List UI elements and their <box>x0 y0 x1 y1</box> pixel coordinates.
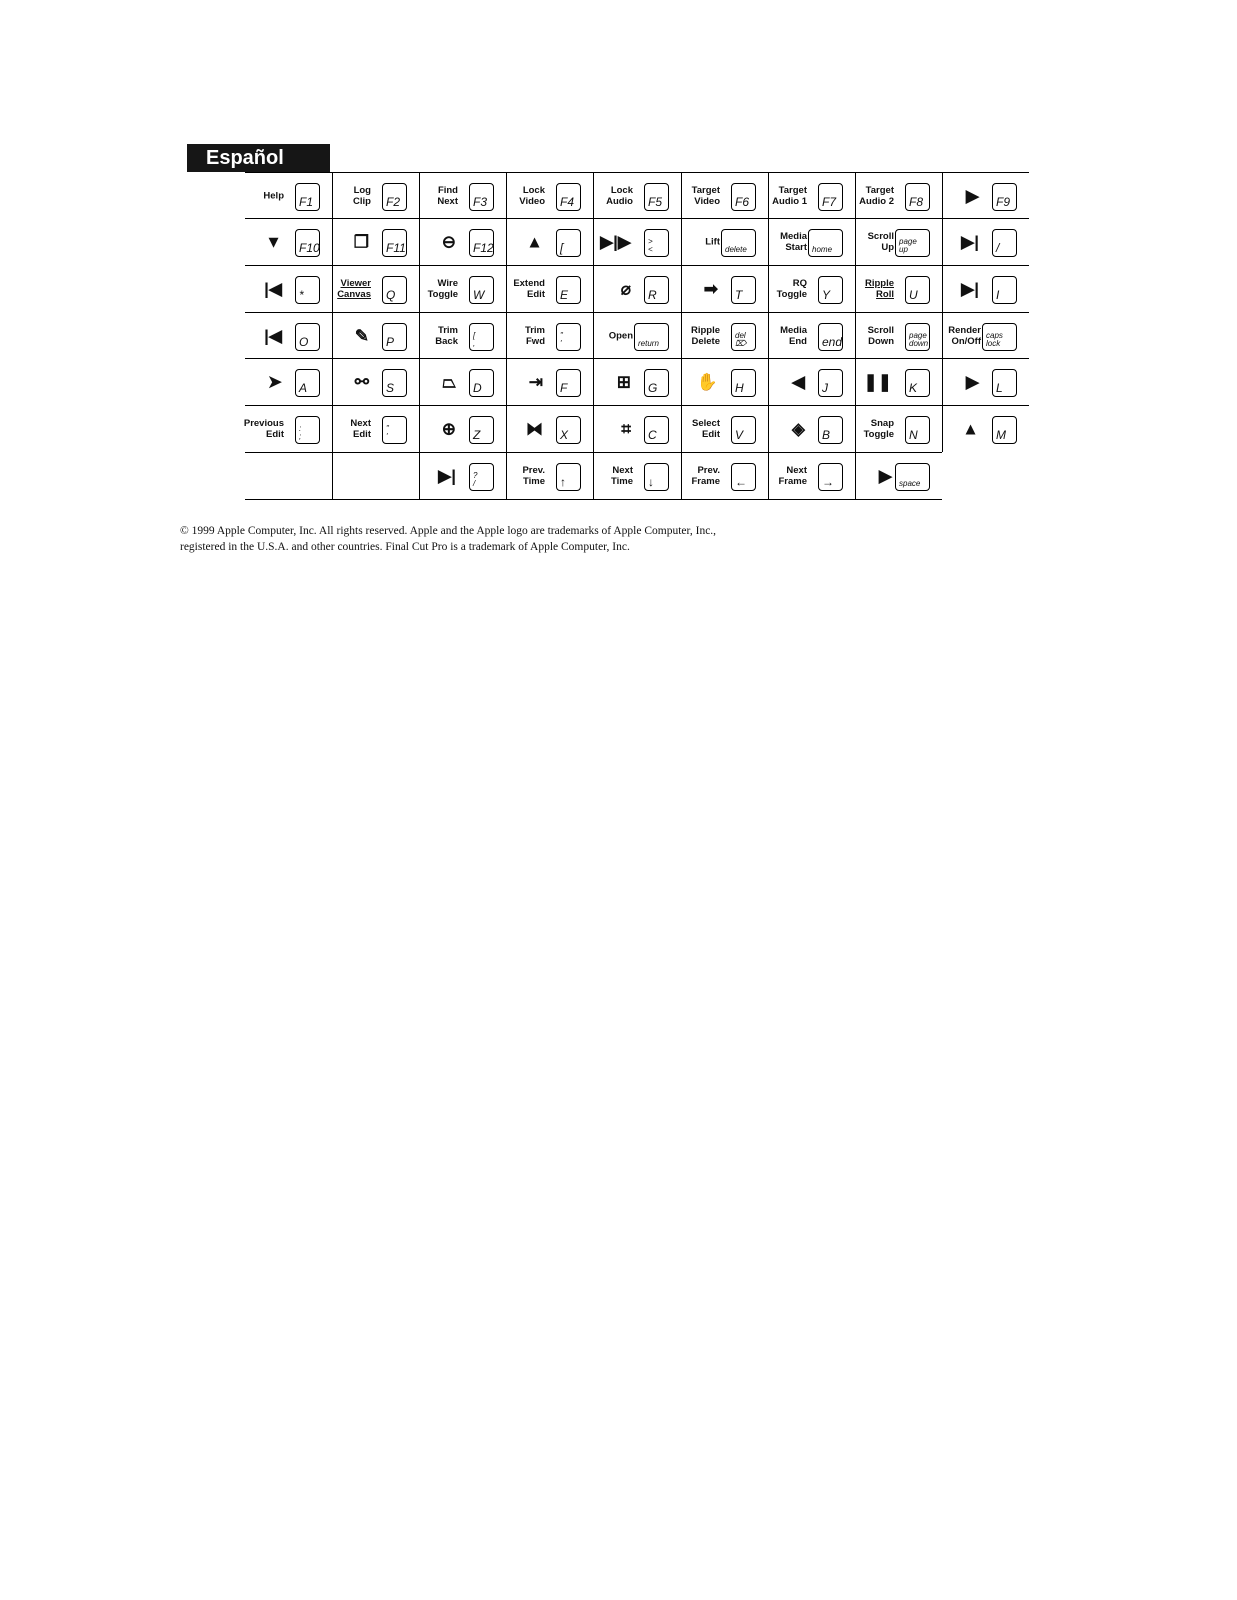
shortcut-cell <box>593 266 681 312</box>
shortcut-cell <box>506 453 593 499</box>
keycap <box>731 463 756 491</box>
keycap <box>469 229 494 257</box>
keycap <box>634 323 669 351</box>
keycap <box>731 416 756 444</box>
shortcut-cell <box>768 313 855 359</box>
keycap-label: ? / <box>473 471 478 488</box>
overwrite-icon: ❐ <box>353 232 369 252</box>
shortcut-row <box>245 265 1029 312</box>
keycap <box>992 416 1017 444</box>
shortcut-cell <box>855 359 942 405</box>
shortcut-cell <box>332 266 419 312</box>
shortcut-label: Next Edit <box>350 418 371 440</box>
keycap <box>731 369 756 397</box>
keycap-label: M <box>996 428 1006 442</box>
keycap-label: O <box>299 335 309 349</box>
shortcut-row <box>245 172 1029 219</box>
keycap-label: S <box>386 381 395 395</box>
keycap <box>556 416 581 444</box>
shortcut-cell <box>419 359 506 405</box>
shortcut-cell <box>506 173 593 219</box>
keycap <box>818 416 843 444</box>
link-icon: ⚯ <box>354 372 369 392</box>
keycap <box>818 276 843 304</box>
keycap-label: T <box>735 288 743 302</box>
keycap <box>992 276 1017 304</box>
shortcut-cell <box>855 406 942 452</box>
keycap <box>731 323 756 351</box>
shortcut-cell <box>855 173 942 219</box>
keycap <box>556 276 581 304</box>
keycap-label: E <box>560 288 569 302</box>
extend-icon: ▶|▶ <box>600 232 631 252</box>
go-to-end-icon: ▶| <box>438 466 456 486</box>
keycap <box>721 229 756 257</box>
keycap-label: L <box>996 381 1003 395</box>
shortcut-cell <box>681 219 768 265</box>
shortcut-label: Find Next <box>437 185 458 207</box>
shortcut-label: Lock Video <box>519 185 545 207</box>
shortcut-cell <box>332 173 419 219</box>
shortcut-label: Media End <box>780 325 807 347</box>
add-edit-icon: ⧓ <box>526 419 543 439</box>
replace-icon: ⊖ <box>441 232 456 252</box>
keycap-label: ↓ <box>648 475 654 489</box>
keycap-label: K <box>909 381 918 395</box>
keycap <box>382 229 407 257</box>
shortcut-cell <box>768 359 855 405</box>
shortcut-label: Previous Edit <box>243 418 284 440</box>
shortcut-label: Viewer Canvas <box>337 278 371 300</box>
mark-out-icon: |◀ <box>264 326 282 346</box>
shortcut-cell <box>593 359 681 405</box>
shortcut-cell <box>245 359 332 405</box>
shortcut-cell <box>332 313 419 359</box>
shortcut-label: Target Video <box>691 185 720 207</box>
keycap <box>731 276 756 304</box>
shortcut-label: Prev. Time <box>522 465 545 487</box>
keycap-label: I <box>996 288 1000 302</box>
keycap-label: F11 <box>386 241 406 255</box>
keycap-label: [ , <box>473 331 476 348</box>
shortcut-cell <box>942 173 1029 219</box>
go-to-next-edit-icon: ▶| <box>961 232 979 252</box>
keycap-label: F10 <box>299 241 320 255</box>
shortcut-label: Media Start <box>780 231 807 253</box>
mark-clip-icon: ▶ <box>965 186 979 206</box>
shortcut-cell <box>593 313 681 359</box>
keycap-label: A <box>299 381 308 395</box>
shortcut-cell <box>768 266 855 312</box>
insert-icon: ▼ <box>265 232 282 252</box>
keycap-label: F1 <box>299 195 314 209</box>
shortcut-label: Extend Edit <box>513 278 545 300</box>
play-icon: ▶ <box>878 466 892 486</box>
keycap <box>992 183 1017 211</box>
shortcut-label: Trim Back <box>435 325 458 347</box>
shortcut-cell <box>593 406 681 452</box>
shortcut-label: Target Audio 2 <box>859 185 894 207</box>
play-forward-icon: ▶ <box>965 372 979 392</box>
keycap <box>469 276 494 304</box>
shortcut-cell <box>681 266 768 312</box>
shortcut-label: Render On/Off <box>948 325 981 347</box>
keycap-label: F8 <box>909 195 924 209</box>
go-to-in-icon: |◀ <box>264 279 282 299</box>
keycap <box>295 276 320 304</box>
keycap-label: X <box>560 428 569 442</box>
keycap-label: caps lock <box>986 331 1003 348</box>
keycap-label: F <box>560 381 568 395</box>
shortcut-row <box>245 405 1029 452</box>
shortcut-cell <box>855 453 942 499</box>
keycap-label: V <box>735 428 744 442</box>
shortcut-cell <box>681 453 768 499</box>
keycap <box>295 416 320 444</box>
keycap <box>644 183 669 211</box>
mark-in-icon: ▶| <box>961 279 979 299</box>
keycap <box>556 229 581 257</box>
keycap-label: Y <box>822 288 831 302</box>
keycap <box>295 229 320 257</box>
shortcut-cell <box>332 359 419 405</box>
keycap-label: F9 <box>996 195 1011 209</box>
shortcut-cell <box>245 406 332 452</box>
keycap-label: delete <box>725 245 747 254</box>
language-tab: Español <box>187 144 330 172</box>
shortcut-label: Lock Audio <box>606 185 633 207</box>
shortcut-label: Next Frame <box>778 465 807 487</box>
keycap <box>382 369 407 397</box>
keycap <box>731 183 756 211</box>
keycap-label: H <box>735 381 744 395</box>
keycap <box>556 463 581 491</box>
keycap <box>895 229 930 257</box>
keycap <box>556 183 581 211</box>
shortcut-cell <box>419 406 506 452</box>
keycap <box>469 323 494 351</box>
copyright-line-2: registered in the U.S.A. and other countries. Final Cut Pro is a trademark of Apple Computer, Inc. <box>180 541 630 553</box>
keycap-label: F5 <box>648 195 663 209</box>
keycap <box>818 183 843 211</box>
shortcut-label: Trim Fwd <box>524 325 545 347</box>
shortcut-label: RQ Toggle <box>776 278 807 300</box>
keycap <box>469 369 494 397</box>
shortcut-cell <box>681 406 768 452</box>
keycap <box>556 323 581 351</box>
shortcut-cell <box>245 219 332 265</box>
shortcut-row <box>245 218 1029 265</box>
shortcut-label: Ripple Roll <box>864 278 894 300</box>
shortcut-cell <box>855 266 942 312</box>
keycap-label: page down <box>909 331 929 348</box>
keycap <box>295 183 320 211</box>
distort-icon: ⏢ <box>442 372 456 392</box>
keycap-label: " ' <box>560 331 563 348</box>
keycap-label: F6 <box>735 195 750 209</box>
shortcut-cell <box>245 266 332 312</box>
play-reverse-icon: ◀ <box>791 372 805 392</box>
shortcut-cell <box>593 453 681 499</box>
shortcut-cell <box>681 173 768 219</box>
keycap-label: ← <box>735 475 747 489</box>
keycap-label: C <box>648 428 657 442</box>
keycap-label: * <box>299 288 304 302</box>
shortcut-cell <box>245 313 332 359</box>
keycap-label: [ <box>560 241 564 255</box>
copyright-line-1: © 1999 Apple Computer, Inc. All rights reserved. Apple and the Apple logo are trademarks of Apple Computer, Inc., <box>180 525 717 537</box>
keycap <box>556 369 581 397</box>
keycap <box>382 276 407 304</box>
shortcut-label: Wire Toggle <box>427 278 458 300</box>
keycap <box>982 323 1017 351</box>
keycap-label: R <box>648 288 657 302</box>
shortcut-cell <box>942 359 1029 405</box>
keycap-label: : ; <box>299 424 302 441</box>
shortcut-label: Lift <box>705 236 720 248</box>
shortcut-label: Target Audio 1 <box>772 185 807 207</box>
keycap <box>644 463 669 491</box>
keycap <box>895 463 930 491</box>
shortcut-cell <box>942 406 1029 452</box>
keycap <box>818 369 843 397</box>
shortcut-label: Scroll Up <box>867 231 894 253</box>
shortcut-cell <box>506 406 593 452</box>
lock-track-icon: ▲ <box>526 232 543 252</box>
keycap-label: G <box>648 381 658 395</box>
shortcut-cell <box>245 173 332 219</box>
pause-icon: ❚❚ <box>863 372 892 392</box>
select-track-forward-icon: ➡ <box>703 279 718 299</box>
keycap <box>644 276 669 304</box>
arrow-selection-icon: ➤ <box>267 372 282 392</box>
keycap <box>905 276 930 304</box>
shortcut-label: Prev. Frame <box>691 465 720 487</box>
keycap <box>469 416 494 444</box>
shortcut-label: Select Edit <box>692 418 720 440</box>
shortcut-cell <box>768 406 855 452</box>
shortcut-cell <box>681 313 768 359</box>
keycap <box>808 229 843 257</box>
shortcut-label: Ripple Delete <box>690 325 720 347</box>
keycap <box>382 416 407 444</box>
keycap-label: page up <box>899 237 917 254</box>
keycap-label: Q <box>386 288 396 302</box>
keycap <box>382 183 407 211</box>
shortcut-label: Next Time <box>610 465 633 487</box>
marker-icon: ▲ <box>962 419 979 439</box>
shortcut-label: Help <box>263 190 284 202</box>
shortcut-label: Snap Toggle <box>863 418 894 440</box>
shortcut-cell <box>593 219 681 265</box>
shortcut-row <box>245 312 1029 359</box>
copyright-footer <box>180 523 880 555</box>
shortcut-cell <box>332 406 419 452</box>
keycap <box>295 323 320 351</box>
keycap <box>295 369 320 397</box>
shortcut-cell <box>332 219 419 265</box>
shortcut-cell <box>855 219 942 265</box>
keycap-label: / <box>996 241 1000 255</box>
keycap <box>644 369 669 397</box>
keycap-label: B <box>822 428 831 442</box>
shortcut-cell <box>506 219 593 265</box>
match-frame-icon: ⇥ <box>528 372 543 392</box>
keycap <box>469 183 494 211</box>
keycap-label: F2 <box>386 195 401 209</box>
shortcut-cell <box>768 219 855 265</box>
shortcut-cell <box>419 219 506 265</box>
shortcut-cell <box>332 453 419 499</box>
keycap-label: Z <box>473 428 481 442</box>
keycap-label: → <box>822 475 834 489</box>
keycap-label: space <box>899 479 921 488</box>
keycap <box>992 229 1017 257</box>
blade-icon: ◈ <box>791 419 805 439</box>
keycap <box>644 416 669 444</box>
keycap-label: U <box>909 288 918 302</box>
group-select-icon: ⊞ <box>616 372 631 392</box>
shortcut-cell <box>419 453 506 499</box>
shortcut-label: Open <box>608 330 633 342</box>
crop-icon: ⌗ <box>621 419 631 439</box>
keycap-label: F12 <box>473 241 494 255</box>
keycap <box>469 463 494 491</box>
shortcut-cell <box>506 313 593 359</box>
shortcut-cell <box>506 266 593 312</box>
zoom-icon: ⊕ <box>441 419 456 439</box>
keycap-label: " ' <box>386 424 389 441</box>
keycap <box>382 323 407 351</box>
shortcut-row <box>245 452 942 500</box>
shortcut-cell <box>245 453 332 499</box>
keycap-label: home <box>812 245 833 254</box>
shortcut-cell <box>506 359 593 405</box>
shortcut-cell <box>768 173 855 219</box>
shortcut-cell <box>855 313 942 359</box>
shortcut-label: Scroll Down <box>867 325 894 347</box>
keycap-label: F4 <box>560 195 575 209</box>
keycap-label: ↑ <box>560 475 566 489</box>
shortcut-cell <box>942 266 1029 312</box>
keycap <box>905 416 930 444</box>
keycap <box>905 323 930 351</box>
shortcut-label: Log Clip <box>353 185 371 207</box>
keycap <box>992 369 1017 397</box>
keycap-label: J <box>822 381 828 395</box>
keycap-label: D <box>473 381 482 395</box>
keycap <box>644 229 669 257</box>
keycap-label: P <box>386 335 395 349</box>
keycap-label: N <box>909 428 918 442</box>
razor-icon: ⌀ <box>620 279 631 299</box>
keycap-label: del ⌦ <box>735 331 747 348</box>
keycap-label: F3 <box>473 195 488 209</box>
shortcut-cell <box>768 453 855 499</box>
shortcut-cell <box>419 313 506 359</box>
shortcut-cell <box>419 266 506 312</box>
shortcut-cell <box>942 219 1029 265</box>
keycap-label: > < <box>648 237 653 254</box>
keycap-label: return <box>638 339 659 348</box>
keycap <box>905 369 930 397</box>
shortcut-cell <box>419 173 506 219</box>
pen-icon: ✎ <box>354 326 369 346</box>
shortcut-cell <box>942 313 1029 359</box>
keycap <box>818 463 843 491</box>
shortcut-cell <box>593 173 681 219</box>
keycap-label: W <box>473 288 485 302</box>
hand-icon: ✋ <box>696 372 718 392</box>
keycap <box>818 323 843 351</box>
shortcut-cell <box>681 359 768 405</box>
keycap-label: F7 <box>822 195 837 209</box>
keycap-label: end <box>822 335 843 349</box>
keycap <box>905 183 930 211</box>
shortcut-row <box>245 358 1029 405</box>
